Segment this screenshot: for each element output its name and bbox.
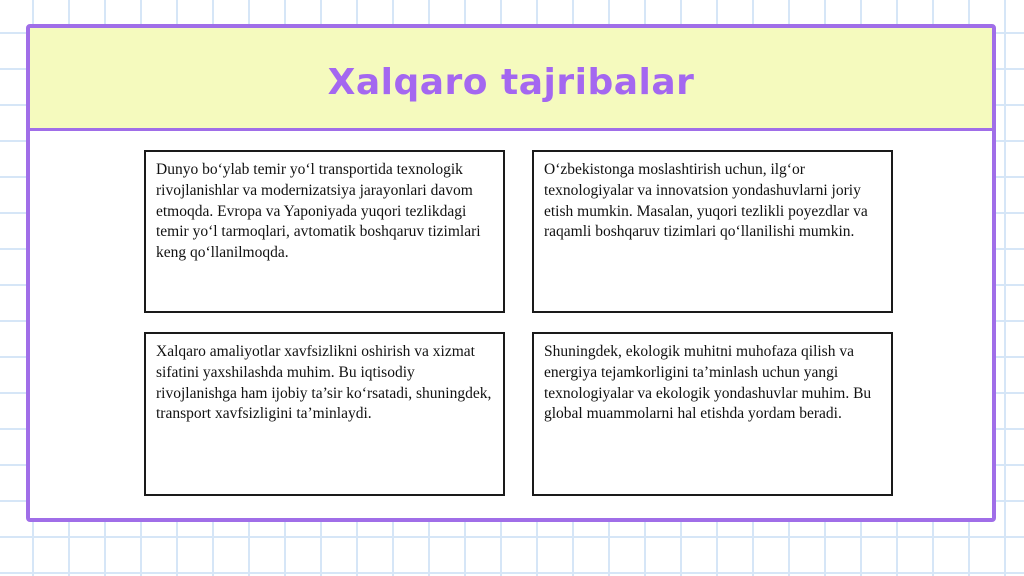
slide-title: Xalqaro tajribalar	[327, 61, 695, 103]
text-card-top-left: Dunyo bo‘ylab temir yo‘l transportida texnologik rivojlanishlar va modernizatsiya jarayonlari davom etmoqda. Evropa va Yaponiyada yuqori tezlikdagi temir yo‘l tarmoqlari, avtomatik boshqaruv tizimlari keng qo‘llanilmoqda.	[144, 150, 505, 313]
text-card-top-right: O‘zbekistonga moslashtirish uchun, ilg‘or texnologiyalar va innovatsion yondashuvlarni joriy etish mumkin. Masalan, yuqori tezlikli poyezdlar va raqamli boshqaruv tizimlari qo‘llanilishi mumkin.	[532, 150, 893, 313]
text-card-bottom-right: Shuningdek, ekologik muhitni muhofaza qilish va energiya tejamkorligini ta’minlash uchun yangi texnologiyalar va ekologik yondashuvlar muhim. Bu global muammolarni hal etishda yordam beradi.	[532, 332, 893, 496]
text-card-bottom-left: Xalqaro amaliyotlar xavfsizlikni oshirish va xizmat sifatini yaxshilashda muhim. Bu iqtisodiy rivojlanishga ham ijobiy ta’sir ko‘rsatadi, shuningdek, transport xavfsizligini ta’minlaydi.	[144, 332, 505, 496]
slide-frame	[26, 24, 996, 522]
title-band	[30, 28, 992, 131]
